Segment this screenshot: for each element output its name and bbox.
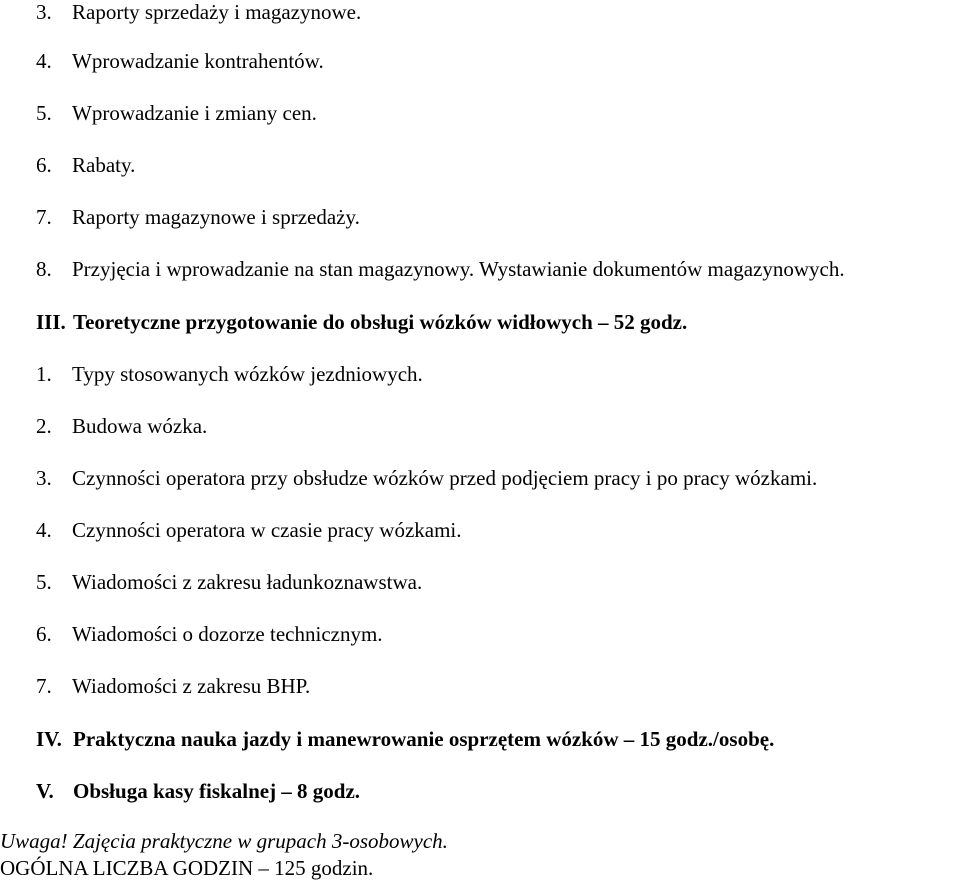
list-item-number: 5. <box>36 101 52 125</box>
list-item-text: Typy stosowanych wózków jezdniowych. <box>72 362 423 386</box>
list-item-text: Rabaty. <box>72 153 136 177</box>
list-item <box>36 98 317 128</box>
list-item-text: Wiadomości o dozorze technicznym. <box>72 622 383 646</box>
list-item-text: Czynności operatora przy obsłudze wózków przed podjęciem pracy i po pracy wózkami. <box>72 466 818 490</box>
list-item-text: Raporty magazynowe i sprzedaży. <box>72 205 360 229</box>
total-hours: OGÓLNA LICZBA GODZIN – 125 godzin. <box>0 856 374 880</box>
list-item-text: Wprowadzanie i zmiany cen. <box>72 101 317 125</box>
list-item-number: 3. <box>36 0 52 24</box>
list-item <box>36 202 360 232</box>
list-item-number: 8. <box>36 257 52 281</box>
section-heading-iii <box>36 307 687 337</box>
list-item <box>36 46 324 76</box>
section-number: IV. <box>36 727 62 751</box>
section-number: V. <box>36 779 54 803</box>
list-item-text: Wprowadzanie kontrahentów. <box>72 49 324 73</box>
list-item-number: 7. <box>36 205 52 229</box>
list-item <box>36 0 361 27</box>
list-item-text: Czynności operatora w czasie pracy wózkami. <box>72 518 462 542</box>
section-heading-iv <box>36 724 774 754</box>
list-item-number: 3. <box>36 466 52 490</box>
section-number: III. <box>36 310 66 334</box>
list-item-text: Wiadomości z zakresu BHP. <box>72 674 311 698</box>
list-item-text: Budowa wózka. <box>72 414 208 438</box>
list-item-number: 7. <box>36 674 52 698</box>
practical-classes-note: Uwaga! Zajęcia praktyczne w grupach 3-osobowych. <box>0 829 448 853</box>
list-item-number: 6. <box>36 622 52 646</box>
list-item <box>36 150 135 180</box>
list-item <box>36 411 207 441</box>
list-item-number: 5. <box>36 570 52 594</box>
section-heading-v <box>36 776 360 806</box>
list-item-text: Przyjęcia i wprowadzanie na stan magazynowy. Wystawianie dokumentów magazynowych. <box>72 257 845 281</box>
list-item <box>36 619 383 649</box>
list-item <box>36 463 817 493</box>
list-item-number: 4. <box>36 49 52 73</box>
list-item <box>36 359 423 389</box>
section-title: Obsługa kasy fiskalnej – 8 godz. <box>73 779 361 803</box>
list-item-number: 2. <box>36 414 52 438</box>
list-item-number: 6. <box>36 153 52 177</box>
list-item <box>36 671 310 701</box>
list-item-text: Wiadomości z zakresu ładunkoznawstwa. <box>72 570 423 594</box>
list-item-number: 1. <box>36 362 52 386</box>
list-item <box>36 567 422 597</box>
list-item-text: Raporty sprzedaży i magazynowe. <box>72 0 362 24</box>
list-item <box>36 254 845 284</box>
section-title: Teoretyczne przygotowanie do obsługi wózków widłowych – 52 godz. <box>73 310 688 334</box>
list-item <box>36 515 462 545</box>
section-title: Praktyczna nauka jazdy i manewrowanie osprzętem wózków – 15 godz./osobę. <box>73 727 775 751</box>
list-item-number: 4. <box>36 518 52 542</box>
